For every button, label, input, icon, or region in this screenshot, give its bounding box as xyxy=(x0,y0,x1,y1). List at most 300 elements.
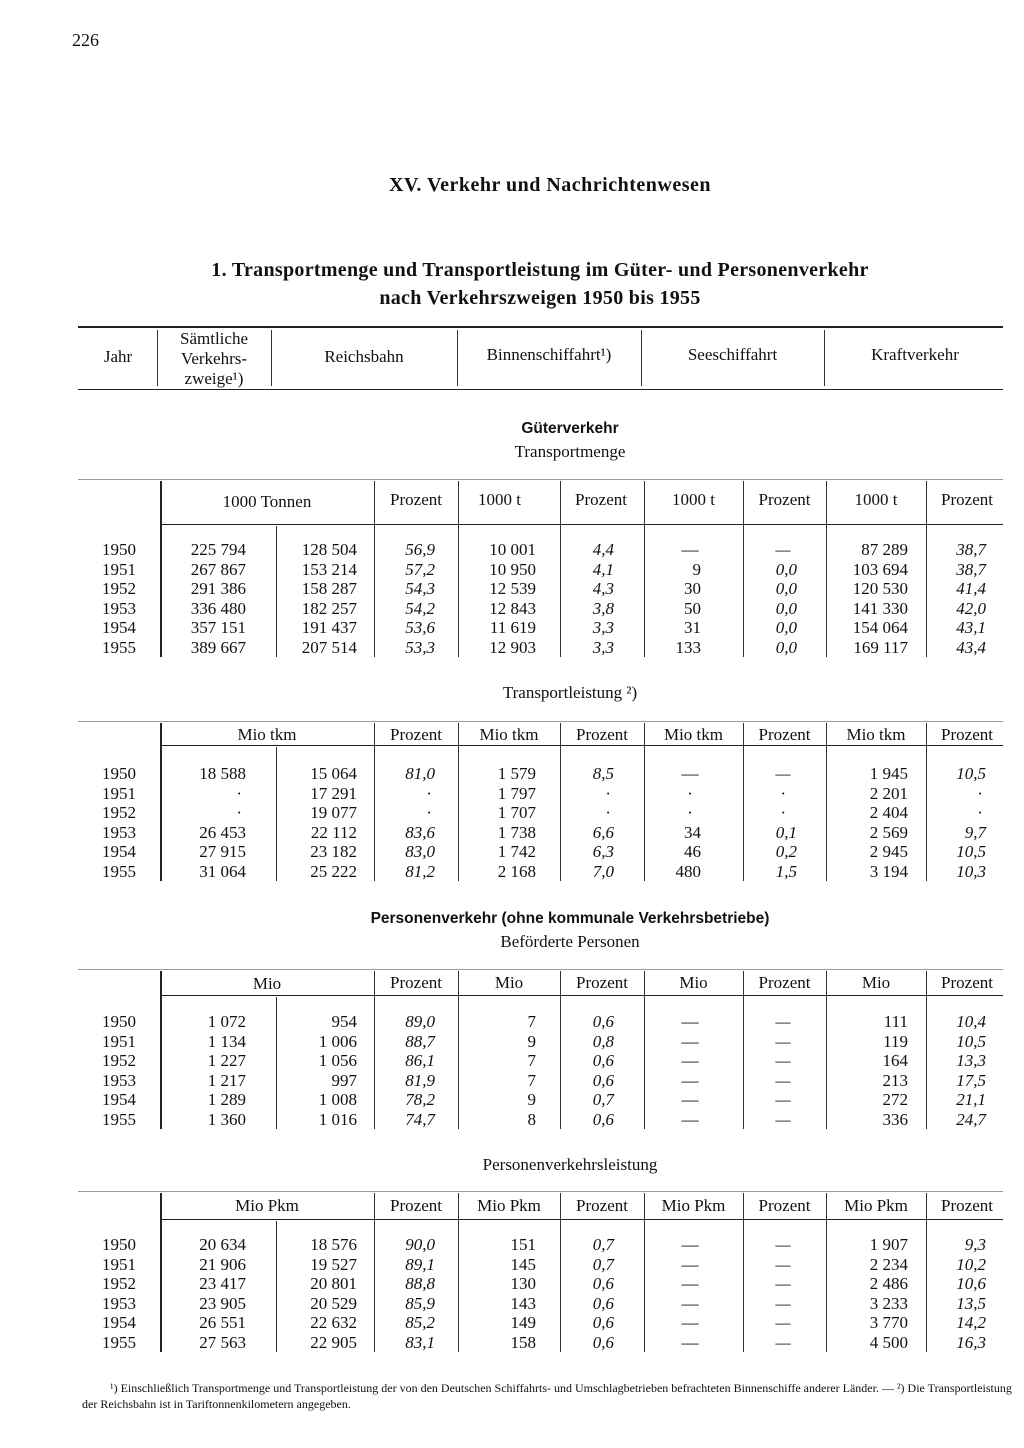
cell-all: 1 072 xyxy=(207,1012,246,1031)
cell-kv-pct: · xyxy=(977,803,982,822)
cell-rb: 15 064 xyxy=(310,764,357,783)
cell-kv: 120 530 xyxy=(852,579,908,598)
cell-jahr: 1950 xyxy=(102,764,136,783)
cell-ss-pct: — xyxy=(775,1274,791,1293)
cell-kv-pct: 17,5 xyxy=(956,1070,986,1090)
cell-ss: 50 xyxy=(684,598,701,618)
column-divider xyxy=(160,1193,162,1352)
table-row xyxy=(0,1090,1024,1109)
cell-ss-pct: 0,0 xyxy=(775,598,797,618)
table-row xyxy=(0,1294,1024,1313)
unit-all-rb: Mio tkm xyxy=(237,725,297,744)
cell-rb: 1 008 xyxy=(318,1090,357,1109)
column-divider xyxy=(826,723,827,881)
cell-ss: — xyxy=(681,1332,699,1352)
unit-all-rb: Mio Pkm xyxy=(235,1196,299,1215)
section-subtitle: Transportmenge xyxy=(514,442,626,461)
cell-kv: 2 234 xyxy=(869,1254,908,1274)
cell-jahr: 1953 xyxy=(102,598,136,618)
table-row xyxy=(0,1032,1024,1051)
table-title-line1: 1. Transportmenge und Transportleistung im Güter- und Personenverkehr xyxy=(211,259,869,281)
unit-ss-pct: Prozent xyxy=(758,1196,811,1215)
cell-all: 357 151 xyxy=(190,618,246,637)
cell-kv: 103 694 xyxy=(852,559,908,579)
cell-rb: 182 257 xyxy=(301,598,357,618)
cell-rb-pct: 81,2 xyxy=(405,861,435,881)
cell-bs: 12 539 xyxy=(489,579,536,598)
cell-ss-pct: — xyxy=(775,1313,791,1332)
cell-ss-pct: — xyxy=(775,1012,791,1031)
cell-kv: 1 907 xyxy=(869,1235,908,1254)
cell-all: · xyxy=(236,783,242,803)
cell-bs-pct: 0,7 xyxy=(592,1254,614,1274)
cell-ss-pct: 0,2 xyxy=(775,842,797,861)
cell-bs: 1 797 xyxy=(497,783,536,803)
column-divider xyxy=(926,481,927,657)
cell-rb: 1 056 xyxy=(318,1051,357,1070)
cell-rb-pct: · xyxy=(426,783,431,803)
cell-kv: 3 233 xyxy=(869,1293,908,1313)
cell-ss-pct: 0,1 xyxy=(775,822,797,842)
cell-rb-pct: 83,1 xyxy=(405,1332,435,1352)
cell-bs: 9 xyxy=(527,1031,536,1051)
cell-ss: — xyxy=(681,540,699,559)
cell-bs-pct: 0,7 xyxy=(592,1235,614,1254)
cell-kv: 336 xyxy=(882,1109,908,1129)
cell-rb: 128 504 xyxy=(301,540,357,559)
cell-kv: 272 xyxy=(882,1090,908,1109)
cell-ss: — xyxy=(681,764,699,783)
unit-kv-pct: Prozent xyxy=(941,490,993,509)
cell-jahr: 1953 xyxy=(102,822,136,842)
column-divider xyxy=(826,1193,827,1352)
cell-ss: — xyxy=(681,1235,699,1254)
unit-rb-pct: Prozent xyxy=(390,490,442,509)
cell-all: 31 064 xyxy=(199,861,246,881)
cell-jahr: 1955 xyxy=(102,1109,136,1129)
cell-jahr: 1951 xyxy=(102,1031,136,1051)
cell-all: 336 480 xyxy=(190,598,246,618)
unit-kv-pct: Prozent xyxy=(941,973,993,992)
cell-ss: — xyxy=(681,1254,699,1274)
unit-bs: Mio xyxy=(494,973,524,992)
cell-rb-pct: 78,2 xyxy=(405,1090,435,1109)
cell-ss-pct: — xyxy=(775,1051,791,1070)
cell-rb: 19 077 xyxy=(310,803,357,822)
cell-all: 27 915 xyxy=(199,842,246,861)
unit-bs-pct: Prozent xyxy=(575,490,627,509)
table-row xyxy=(0,1333,1024,1352)
cell-rb-pct: 56,9 xyxy=(405,540,435,559)
cell-rb: 17 291 xyxy=(310,783,357,803)
column-divider xyxy=(276,997,277,1129)
cell-ss: — xyxy=(681,1012,699,1031)
cell-bs-pct: 0,7 xyxy=(592,1090,614,1109)
cell-kv-pct: 38,7 xyxy=(956,540,986,559)
cell-ss: — xyxy=(681,1109,699,1129)
cell-bs: 8 xyxy=(527,1109,536,1129)
unit-kv: Mio xyxy=(861,973,891,992)
cell-rb: 158 287 xyxy=(301,579,357,598)
cell-kv-pct: 13,3 xyxy=(956,1051,986,1070)
cell-jahr: 1951 xyxy=(102,1254,136,1274)
section-subtitle: Personenverkehrsleistung xyxy=(482,1155,658,1174)
cell-jahr: 1955 xyxy=(102,861,136,881)
cell-rb: 20 529 xyxy=(310,1293,357,1313)
cell-kv: 2 945 xyxy=(869,842,908,861)
cell-ss: 30 xyxy=(684,579,701,598)
cell-kv-pct: 10,5 xyxy=(956,1031,986,1051)
cell-all: 1 360 xyxy=(207,1109,246,1129)
cell-bs-pct: 0,6 xyxy=(592,1070,614,1090)
cell-jahr: 1951 xyxy=(102,783,136,803)
cell-bs-pct: 0,6 xyxy=(592,1293,614,1313)
gueterverkehr-title: Güterverkehr xyxy=(521,420,619,437)
cell-rb-pct: 57,2 xyxy=(405,559,435,579)
cell-kv-pct: 21,1 xyxy=(956,1090,986,1109)
column-divider xyxy=(458,971,459,1129)
cell-ss: 34 xyxy=(684,822,701,842)
cell-kv-pct: · xyxy=(977,783,982,803)
column-divider xyxy=(926,723,927,881)
cell-rb-pct: 54,3 xyxy=(405,579,435,598)
column-divider xyxy=(276,526,277,657)
unit-top-rule xyxy=(78,969,1003,970)
cell-bs-pct: 3,8 xyxy=(592,598,614,618)
cell-bs: 7 xyxy=(527,1012,536,1031)
cell-rb-pct: 83,0 xyxy=(405,842,435,861)
cell-bs-pct: 0,6 xyxy=(592,1313,614,1332)
cell-kv: 111 xyxy=(883,1012,908,1031)
cell-ss-pct: — xyxy=(775,1109,791,1129)
cell-jahr: 1954 xyxy=(102,842,136,861)
cell-ss: — xyxy=(681,1274,699,1293)
cell-ss: — xyxy=(681,1031,699,1051)
cell-kv: 2 404 xyxy=(869,803,908,822)
column-divider xyxy=(374,723,375,881)
cell-rb: 1 016 xyxy=(318,1109,357,1129)
unit-bs-pct: Prozent xyxy=(576,973,628,992)
unit-bottom-rule xyxy=(160,995,1003,996)
header-kraftverkehr: Kraftverkehr xyxy=(871,345,959,364)
cell-kv-pct: 13,5 xyxy=(956,1293,986,1313)
unit-bottom-rule xyxy=(160,745,1003,746)
unit-ss-pct: Prozent xyxy=(758,490,811,509)
header-seeschiffahrt: Seeschiffahrt xyxy=(687,345,778,364)
cell-ss: — xyxy=(681,1293,699,1313)
cell-ss-pct: 1,5 xyxy=(775,861,797,881)
cell-all: 23 417 xyxy=(199,1274,246,1293)
cell-bs: 9 xyxy=(527,1090,536,1109)
header-reichsbahn: Reichsbahn xyxy=(324,347,404,366)
cell-rb: 23 182 xyxy=(310,842,357,861)
cell-ss: — xyxy=(681,1090,699,1109)
unit-top-rule xyxy=(78,1191,1003,1192)
cell-jahr: 1950 xyxy=(102,540,136,559)
table-row xyxy=(0,1110,1024,1129)
cell-ss-pct: — xyxy=(775,1254,791,1274)
cell-rb-pct: 89,0 xyxy=(405,1012,435,1031)
cell-ss-pct: · xyxy=(780,783,786,803)
cell-jahr: 1953 xyxy=(102,1293,136,1313)
cell-bs: 12 843 xyxy=(489,598,536,618)
cell-ss: — xyxy=(681,1313,699,1332)
unit-ss-pct: Prozent xyxy=(758,725,811,744)
cell-rb-pct: 85,9 xyxy=(405,1293,435,1313)
footnote: ¹) Einschließlich Transportmenge und Transportleistung der von den Deutschen Schiffahrts- und Umschlagbetrieben befrachteten Binnenschiffe anderer Länder. — ²) Die Transportleistung der Reichsbahn ist in Tariftonnenkilometern angegeben. xyxy=(82,1381,1012,1411)
table-row xyxy=(0,618,1024,637)
cell-kv: 119 xyxy=(883,1031,908,1051)
cell-rb: 18 576 xyxy=(310,1235,357,1254)
cell-rb-pct: 54,2 xyxy=(405,598,435,618)
unit-kv-pct: Prozent xyxy=(941,1196,993,1215)
column-divider xyxy=(743,723,744,881)
cell-jahr: 1950 xyxy=(102,1235,136,1254)
cell-kv-pct: 10,6 xyxy=(956,1274,986,1293)
cell-rb: 191 437 xyxy=(301,618,357,637)
cell-bs: 12 903 xyxy=(489,637,536,657)
column-divider xyxy=(160,481,162,657)
column-divider xyxy=(458,1193,459,1352)
cell-rb: 22 632 xyxy=(310,1313,357,1332)
cell-bs-pct: 3,3 xyxy=(592,637,614,657)
table-row xyxy=(0,842,1024,861)
cell-all: 21 906 xyxy=(199,1254,246,1274)
cell-rb: 997 xyxy=(331,1070,357,1090)
unit-top-rule xyxy=(78,721,1003,722)
cell-bs: 158 xyxy=(510,1332,536,1352)
cell-all: 18 588 xyxy=(199,764,246,783)
cell-ss-pct: — xyxy=(775,1090,791,1109)
cell-kv-pct: 14,2 xyxy=(956,1313,986,1332)
cell-jahr: 1953 xyxy=(102,1070,136,1090)
table-row xyxy=(0,540,1024,559)
column-divider xyxy=(560,1193,561,1352)
column-divider xyxy=(926,1193,927,1352)
cell-bs: 149 xyxy=(510,1313,536,1332)
column-divider xyxy=(276,1221,277,1352)
cell-bs-pct: · xyxy=(605,783,610,803)
cell-ss-pct: 0,0 xyxy=(775,618,797,637)
cell-jahr: 1950 xyxy=(102,1012,136,1031)
cell-bs: 7 xyxy=(527,1070,536,1090)
cell-kv: 3 770 xyxy=(869,1313,908,1332)
cell-all: 1 134 xyxy=(207,1031,246,1051)
unit-ss: Mio tkm xyxy=(663,725,724,744)
cell-rb-pct: · xyxy=(426,803,431,822)
unit-bs: Mio Pkm xyxy=(477,1196,541,1215)
cell-jahr: 1954 xyxy=(102,1090,136,1109)
column-divider xyxy=(560,971,561,1129)
column-divider xyxy=(458,723,459,881)
column-divider xyxy=(374,481,375,657)
cell-ss-pct: — xyxy=(775,540,791,559)
cell-ss: — xyxy=(681,1070,699,1090)
table-row xyxy=(0,1235,1024,1254)
column-divider xyxy=(644,1193,645,1352)
cell-bs: 151 xyxy=(510,1235,536,1254)
cell-bs-pct: 4,1 xyxy=(592,559,614,579)
table-row xyxy=(0,784,1024,803)
unit-ss: Mio Pkm xyxy=(661,1196,726,1215)
cell-all: 26 453 xyxy=(199,822,246,842)
header-top-rule xyxy=(78,326,1003,328)
cell-rb: 153 214 xyxy=(301,559,357,579)
cell-rb-pct: 81,9 xyxy=(405,1070,435,1090)
cell-bs-pct: 4,3 xyxy=(592,579,614,598)
cell-bs: 1 707 xyxy=(497,803,536,822)
cell-jahr: 1955 xyxy=(102,1332,136,1352)
cell-rb: 20 801 xyxy=(310,1274,357,1293)
cell-kv-pct: 43,1 xyxy=(956,618,986,637)
cell-kv-pct: 10,4 xyxy=(956,1012,986,1031)
cell-all: 23 905 xyxy=(199,1293,246,1313)
header-binnenschiffahrt: Binnenschiffahrt¹) xyxy=(486,345,612,364)
cell-all: 225 794 xyxy=(190,540,246,559)
cell-bs: 10 950 xyxy=(489,559,536,579)
cell-rb: 22 905 xyxy=(310,1332,357,1352)
cell-kv-pct: 43,4 xyxy=(956,637,986,657)
cell-jahr: 1952 xyxy=(102,579,136,598)
column-divider xyxy=(374,1193,375,1352)
cell-rb: 19 527 xyxy=(310,1254,357,1274)
column-divider xyxy=(743,1193,744,1352)
column-divider xyxy=(926,971,927,1129)
cell-bs: 11 619 xyxy=(489,618,536,637)
column-divider xyxy=(644,481,645,657)
cell-ss-pct: 0,0 xyxy=(775,579,797,598)
cell-kv: 87 289 xyxy=(861,540,908,559)
page-number: 226 xyxy=(72,30,99,50)
cell-bs-pct: 0,6 xyxy=(592,1051,614,1070)
cell-rb-pct: 89,1 xyxy=(405,1254,435,1274)
cell-rb-pct: 86,1 xyxy=(405,1051,435,1070)
unit-kv: 1000 t xyxy=(854,490,898,509)
table-row xyxy=(0,599,1024,618)
cell-kv-pct: 9,3 xyxy=(964,1235,986,1254)
column-divider xyxy=(644,723,645,881)
cell-rb: 207 514 xyxy=(301,637,357,657)
table-title-line2: nach Verkehrszweigen 1950 bis 1955 xyxy=(379,287,701,309)
cell-ss-pct: 0,0 xyxy=(775,637,797,657)
column-divider xyxy=(374,971,375,1129)
cell-ss-pct: 0,0 xyxy=(775,559,797,579)
cell-kv: 2 569 xyxy=(869,822,908,842)
cell-kv: 213 xyxy=(882,1070,908,1090)
cell-kv: 4 500 xyxy=(869,1332,908,1352)
unit-kv: Mio Pkm xyxy=(844,1196,908,1215)
cell-bs: 7 xyxy=(527,1051,536,1070)
cell-ss: · xyxy=(687,803,693,822)
cell-ss: 9 xyxy=(692,559,701,579)
cell-ss: 480 xyxy=(675,861,701,881)
cell-kv: 2 201 xyxy=(869,783,908,803)
table-row xyxy=(0,1051,1024,1070)
unit-top-rule xyxy=(78,479,1003,480)
unit-bottom-rule xyxy=(160,524,1003,525)
column-divider xyxy=(826,481,827,657)
unit-ss-pct: Prozent xyxy=(758,973,811,992)
table-title xyxy=(0,256,1024,312)
table-row xyxy=(0,764,1024,783)
cell-kv-pct: 9,7 xyxy=(964,822,986,842)
cell-kv: 141 330 xyxy=(852,598,908,618)
table-row xyxy=(0,560,1024,579)
cell-jahr: 1954 xyxy=(102,618,136,637)
cell-bs-pct: 8,5 xyxy=(592,764,614,783)
unit-all-rb: Mio xyxy=(252,974,282,993)
unit-ss: 1000 t xyxy=(672,490,715,509)
table-row xyxy=(0,1071,1024,1090)
cell-rb-pct: 88,7 xyxy=(405,1031,435,1051)
cell-bs-pct: 0,6 xyxy=(592,1332,614,1352)
column-divider xyxy=(560,723,561,881)
cell-bs-pct: 0,8 xyxy=(592,1031,614,1051)
cell-kv-pct: 38,7 xyxy=(956,559,986,579)
cell-all: 291 386 xyxy=(190,579,246,598)
unit-bs: Mio tkm xyxy=(479,725,539,744)
unit-ss: Mio xyxy=(679,973,708,992)
cell-rb: 25 222 xyxy=(310,861,357,881)
cell-kv-pct: 10,2 xyxy=(956,1254,986,1274)
table-row xyxy=(0,1313,1024,1332)
cell-rb-pct: 74,7 xyxy=(405,1109,435,1129)
cell-jahr: 1955 xyxy=(102,637,136,657)
cell-ss-pct: — xyxy=(775,1332,791,1352)
column-divider xyxy=(560,481,561,657)
cell-ss-pct: — xyxy=(775,1293,791,1313)
cell-all: 1 227 xyxy=(207,1051,246,1070)
cell-ss: · xyxy=(687,783,693,803)
cell-kv-pct: 10,5 xyxy=(956,764,986,783)
cell-bs-pct: 7,0 xyxy=(592,861,614,881)
cell-ss-pct: — xyxy=(775,764,791,783)
unit-kv: Mio tkm xyxy=(846,725,906,744)
cell-jahr: 1954 xyxy=(102,1313,136,1332)
cell-bs-pct: 3,3 xyxy=(592,618,614,637)
cell-ss-pct: — xyxy=(775,1235,791,1254)
personenverkehr-title: Personenverkehr (ohne kommunale Verkehrsbetriebe) xyxy=(370,910,770,927)
cell-all: 1 217 xyxy=(207,1070,246,1090)
cell-ss-pct: — xyxy=(775,1070,791,1090)
cell-bs: 1 738 xyxy=(497,822,536,842)
cell-bs-pct: 0,6 xyxy=(592,1012,614,1031)
cell-kv-pct: 41,4 xyxy=(956,579,986,598)
cell-rb-pct: 81,0 xyxy=(405,764,435,783)
cell-jahr: 1952 xyxy=(102,1274,136,1293)
cell-all: 27 563 xyxy=(199,1332,246,1352)
section-subtitle: Beförderte Personen xyxy=(500,932,640,951)
cell-ss-pct: · xyxy=(780,803,786,822)
cell-rb: 954 xyxy=(331,1012,357,1031)
unit-bottom-rule xyxy=(160,1219,1003,1220)
cell-bs: 1 742 xyxy=(497,842,536,861)
cell-rb: 22 112 xyxy=(310,822,357,842)
cell-kv: 169 117 xyxy=(853,637,908,657)
cell-kv-pct: 10,3 xyxy=(956,861,986,881)
cell-rb: 1 006 xyxy=(318,1031,357,1051)
cell-bs: 10 001 xyxy=(489,540,536,559)
column-divider xyxy=(160,971,162,1129)
table-row xyxy=(0,1274,1024,1293)
cell-kv-pct: 42,0 xyxy=(956,598,986,618)
table-row xyxy=(0,823,1024,842)
cell-ss-pct: — xyxy=(775,1031,791,1051)
cell-rb-pct: 90,0 xyxy=(405,1235,435,1254)
cell-kv: 3 194 xyxy=(869,861,908,881)
column-divider xyxy=(743,971,744,1129)
cell-all: 267 867 xyxy=(190,559,246,579)
